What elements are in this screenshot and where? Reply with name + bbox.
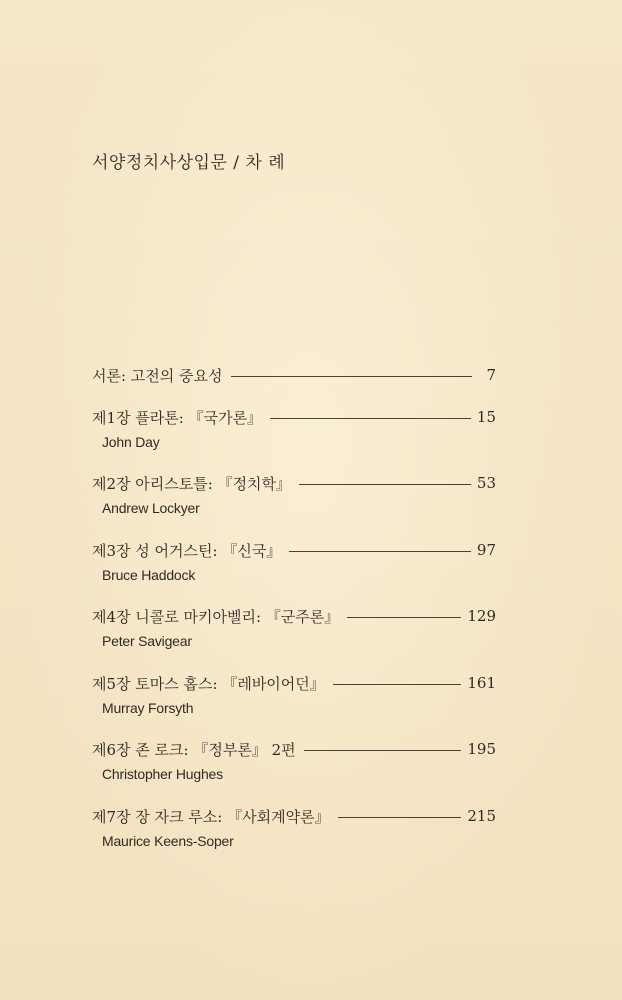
toc-entry-chapter-4 [92,605,496,649]
toc-page-number: 195 [467,740,496,758]
toc-chapter-title: 제2장 아리스토틀: 『정치학』 [92,474,292,493]
toc-line [92,805,496,827]
toc-entry-chapter-2 [92,472,496,516]
toc-leader-line [304,750,462,751]
toc-leader-line [270,418,471,419]
page-title: 서양정치사상입문 / 차 례 [92,153,286,173]
toc-author: Christopher Hughes [102,766,223,782]
toc-leader-line [333,684,462,685]
toc-line [92,364,496,386]
toc-entry-chapter-3 [92,539,496,583]
toc-line [92,738,496,760]
toc-chapter-title: 제4장 니콜로 마키아벨리: 『군주론』 [92,607,340,626]
toc-author: Maurice Keens-Soper [102,833,234,849]
toc-entry-chapter-6 [92,738,496,782]
toc-author: Peter Savigear [102,633,192,649]
toc-page-number: 7 [486,366,496,384]
toc-page-number: 129 [467,607,496,625]
toc-chapter-title: 제1장 플라톤: 『국가론』 [92,408,263,427]
toc-entry-chapter-5 [92,672,496,716]
toc-leader-line [338,817,462,818]
toc-page-number: 53 [476,474,496,492]
toc-author: Murray Forsyth [102,700,194,716]
toc-author: Bruce Haddock [102,567,196,583]
toc-page-number: 215 [467,807,496,825]
toc-chapter-title: 제3장 성 어거스틴: 『신국』 [92,541,282,560]
toc-line [92,672,496,694]
toc-chapter-title: 제5장 토마스 홉스: 『레바이어던』 [92,674,325,693]
toc-leader-line [299,484,471,485]
toc-author: John Day [102,434,160,450]
toc-page-number: 15 [476,408,496,426]
toc-page-number: 161 [467,674,496,692]
toc-chapter-title: 서론: 고전의 중요성 [92,366,223,385]
toc-chapter-title: 제7장 장 자크 루소: 『사회계약론』 [92,807,330,826]
toc-entry-chapter-1 [92,406,496,450]
toc-entry-chapter-7 [92,805,496,849]
toc-line [92,472,496,494]
toc-entry-intro [92,364,496,386]
toc-leader-line [289,551,471,552]
toc-chapter-title: 제6장 존 로크: 『정부론』 2편 [92,740,296,759]
toc-leader-line [347,617,461,618]
toc-author: Andrew Lockyer [102,500,200,516]
toc-line [92,406,496,428]
toc-line [92,539,496,561]
toc-leader-line [231,376,472,377]
toc-page-number: 97 [476,541,496,559]
toc-line [92,605,496,627]
